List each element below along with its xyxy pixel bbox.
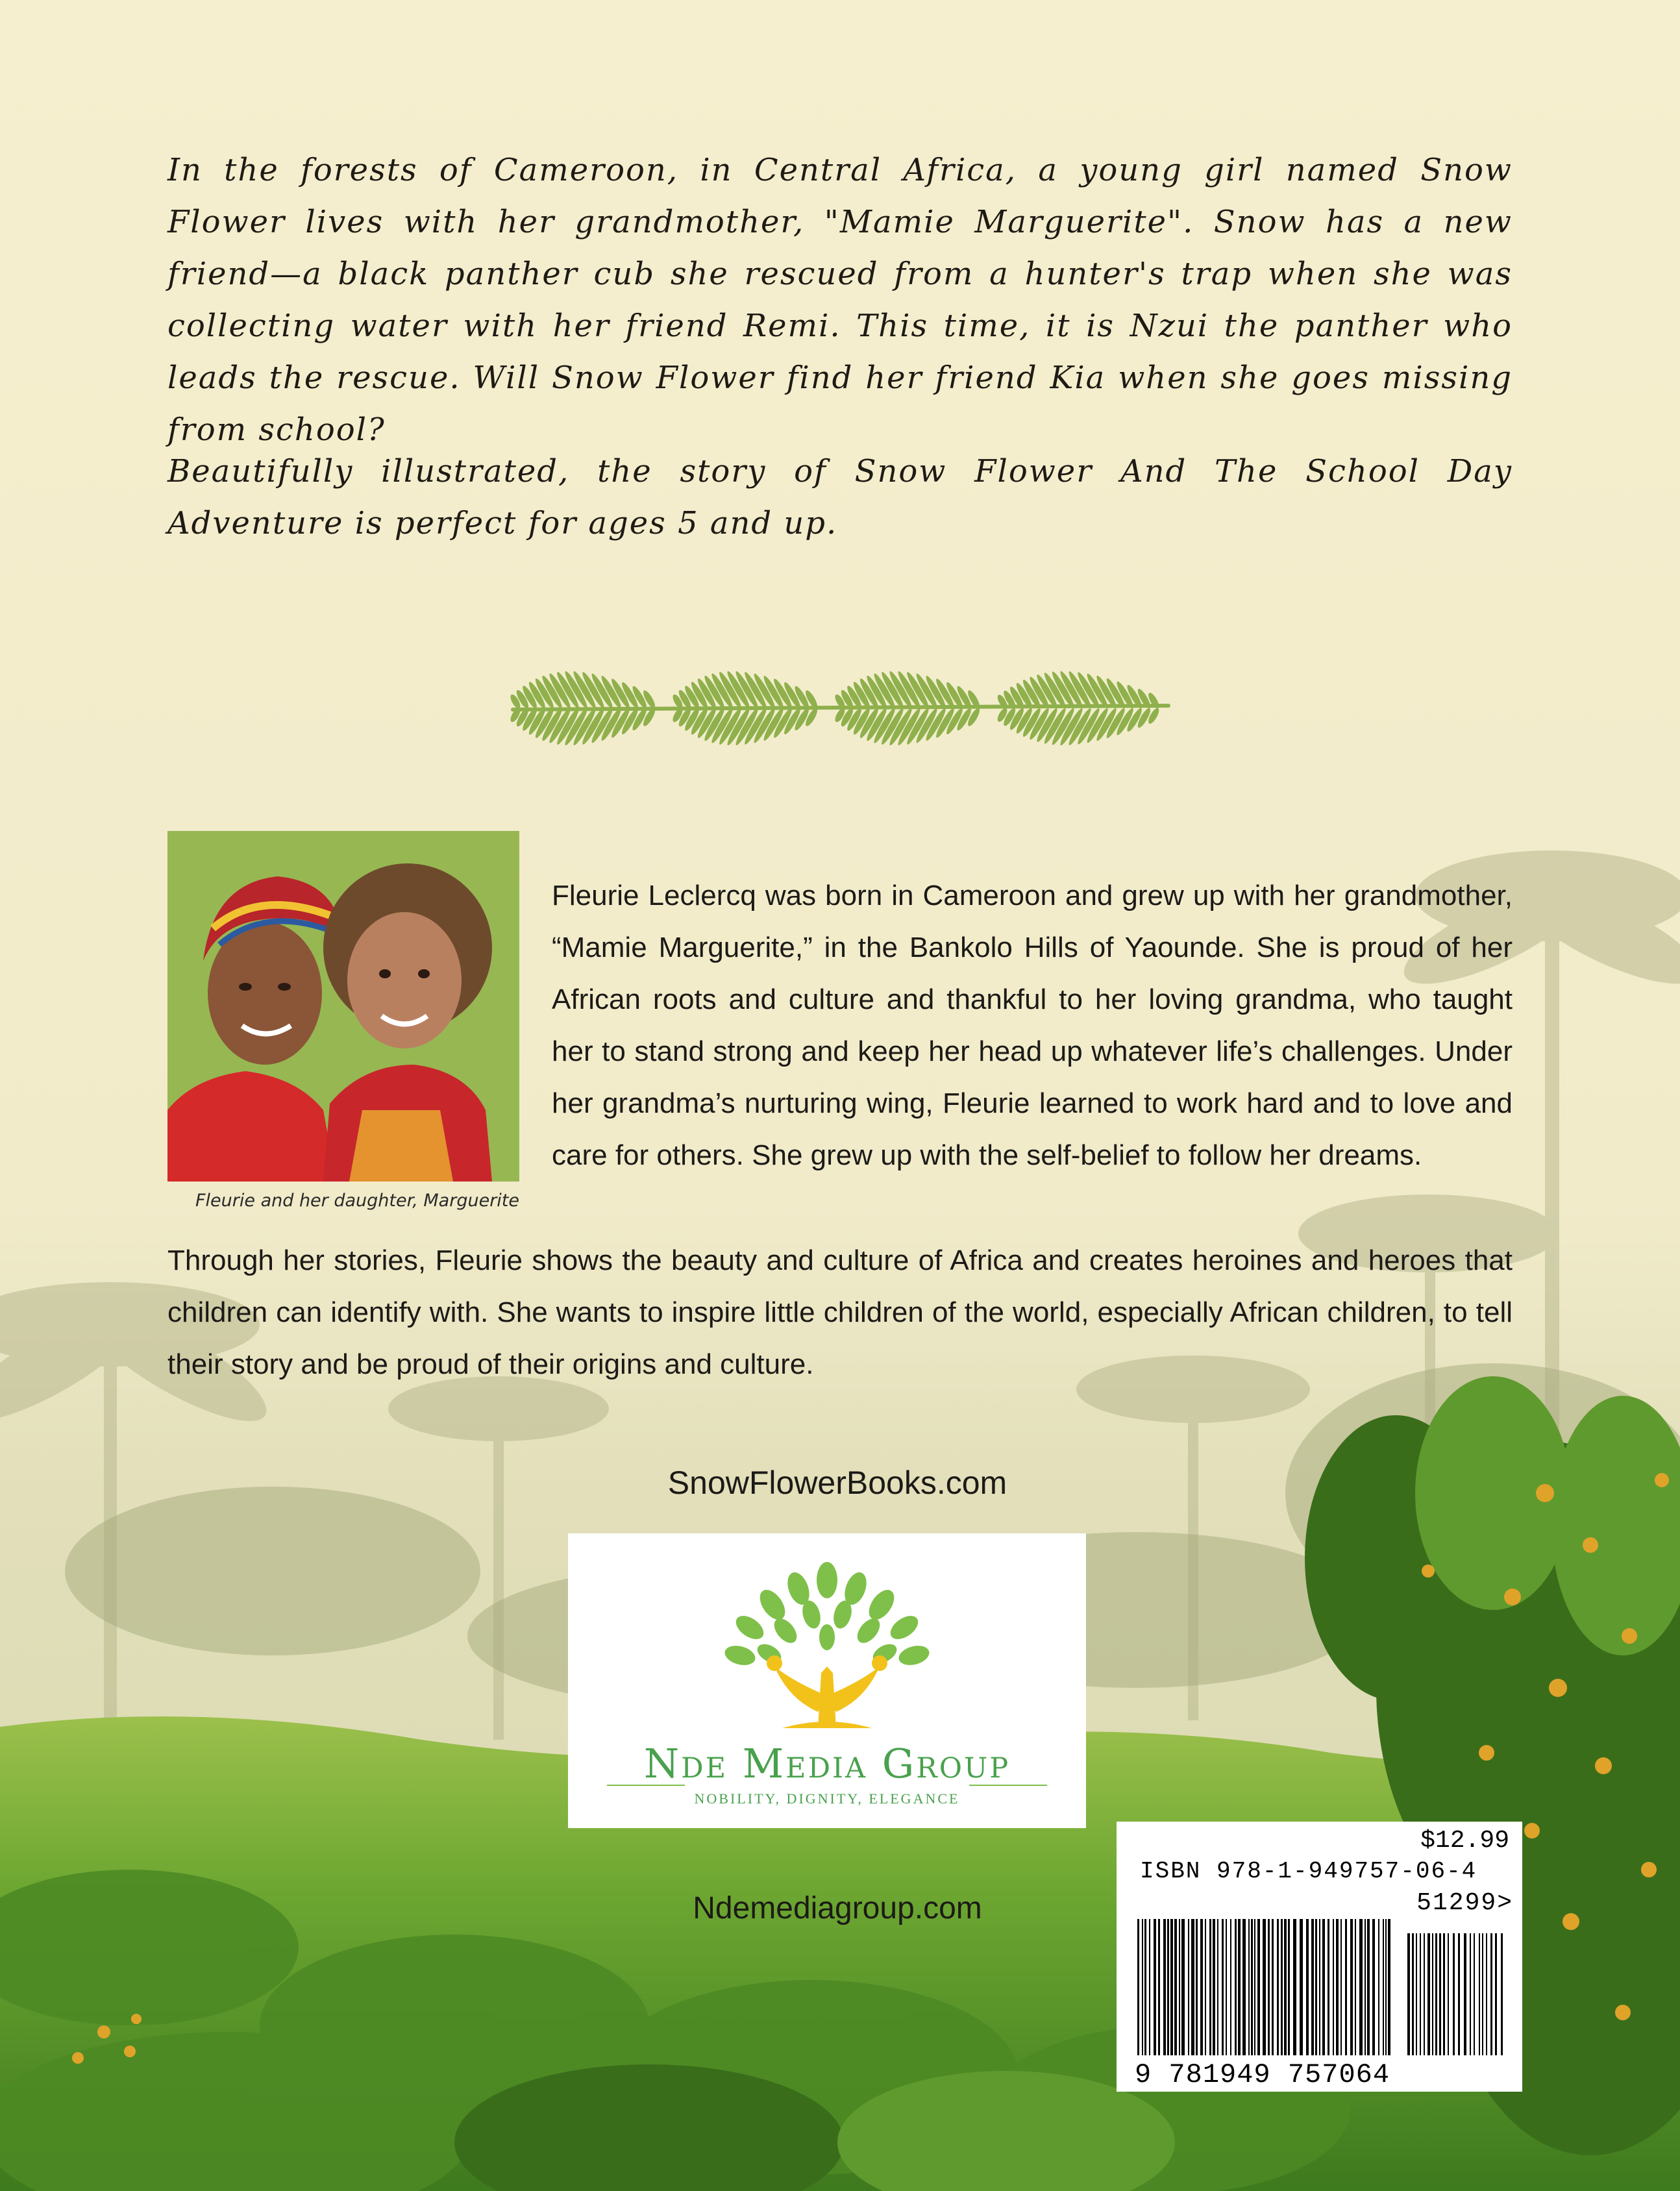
barcode-addon-bar [1443,1933,1445,2055]
author-bio-paragraph-1: Fleurie Leclercq was born in Cameroon and grew up with her grandmother, “Mamie Marguerite,” in the Bankolo Hills of Yaounde. She is proud of her African roots and culture and thankful to her loving grandma, who taught her to stand strong and keep her head up whatever life’s challenges. Under her grandma’s nurturing wing, Fleurie learned to work hard and to love and care for others. She grew up with the self-belief to follow her dreams. [552,880,1513,1171]
barcode-bar [1257,1919,1260,2055]
barcode-bar [1365,1919,1366,2055]
barcode-bar [1388,1919,1390,2055]
price-label: $12.99 [1420,1827,1509,1855]
barcode-bar [1226,1919,1227,2055]
barcode-bar [1306,1919,1309,2055]
barcode-bars [1135,1919,1506,2061]
barcode-bar [1328,1919,1329,2055]
barcode-bar [1293,1919,1296,2055]
barcode-bar [1372,1919,1375,2055]
publisher-website-link[interactable]: Ndemediagroup.com [693,1891,982,1925]
barcode-bar [1367,1919,1370,2055]
barcode-bar [1242,1919,1246,2055]
photo-caption: Fleurie and her daughter, Marguerite [195,1191,519,1211]
barcode-bar [1137,1919,1139,2055]
barcode-bar [1268,1919,1270,2055]
barcode-addon-bar [1439,1933,1441,2055]
ean-digits: 9 781949 757064 [1135,2059,1390,2090]
barcode-bar [1144,1919,1146,2055]
barcode-addon-bar [1420,1933,1421,2055]
barcode-bar [1217,1919,1218,2055]
barcode-bar [1142,1919,1143,2055]
barcode-bar [1158,1919,1160,2055]
barcode-addon-bar [1448,1933,1449,2055]
barcode-addon-bar [1486,1933,1487,2055]
barcode-bar [1238,1919,1241,2055]
barcode-addon-bar [1501,1933,1503,2055]
description-paragraph-2: Beautifully illustrated, the story of Snow Flower And The School Day Adventure is perfect for ages 5 and up. [167,453,1513,541]
barcode-addon-bar [1427,1933,1430,2055]
barcode-bar [1319,1919,1320,2055]
barcode-bar [1340,1919,1342,2055]
barcode-addon-bar [1482,1933,1483,2055]
isbn-number: ISBN 978-1-949757-06-4 [1140,1858,1477,1885]
fern-leaf-divider [506,659,1175,756]
barcode-bar [1315,1919,1317,2055]
barcode-bar [1359,1919,1363,2055]
barcode-bar [1235,1919,1237,2055]
barcode-bar [1288,1919,1290,2055]
barcode-bar [1345,1919,1347,2055]
barcode-bar [1149,1919,1150,2055]
barcode-addon-bar [1416,1933,1417,2055]
barcode-bar [1213,1919,1215,2055]
price-code: 51299> [1416,1889,1513,1917]
barcode-bar [1174,1919,1177,2055]
barcode-addon-bar [1453,1933,1455,2055]
barcode-bar [1350,1919,1353,2055]
barcode-addon-bar [1412,1933,1414,2055]
barcode-bar [1191,1919,1194,2055]
barcode-addon-bar [1470,1933,1471,2055]
barcode-bar [1378,1919,1379,2055]
barcode-bar [1281,1919,1283,2055]
barcode-bar [1167,1919,1169,2055]
barcode-addon-bar [1474,1933,1475,2055]
barcode-addon-bar [1407,1933,1410,2055]
barcode-bar [1263,1919,1266,2055]
barcode-bar [1251,1919,1253,2055]
barcode-bar [1272,1919,1274,2055]
barcode-bar [1311,1919,1314,2055]
barcode-bar [1163,1919,1166,2055]
barcode-bar [1333,1919,1334,2055]
barcode-bar [1179,1919,1180,2055]
publisher-logo [568,1533,1086,1828]
publisher-tagline: NOBILITY, DIGNITY, ELEGANCE [694,1790,960,1807]
barcode-bar [1230,1919,1231,2055]
description-paragraph-1: In the forests of Cameroon, in Central Africa, a young girl named Snow Flower lives with her grandmother, "Mamie Marguerite". Snow has a new friend—a black panther cub she rescued from a hunter's trap when she was collecting water with her friend Remi. This time, it is Nzui the panther who leads the rescue. Will Snow Flower find her friend Kia when she goes missing from school? [167,152,1513,448]
author-bio-paragraph-2: Through her stories, Fleurie shows the beauty and culture of Africa and creates heroines and heroes that children can identify with. She wants to inspire little children of the world, especially African children, to tell their story and be proud of their origins and culture. [167,1244,1513,1380]
barcode-bar [1385,1919,1387,2055]
barcode-bar [1284,1919,1287,2055]
barcode-bar [1181,1919,1185,2055]
barcode-addon-bar [1458,1933,1460,2055]
barcode-bar [1205,1919,1206,2055]
barcode-bar [1336,1919,1339,2055]
isbn-barcode [1117,1822,1522,2092]
barcode-bar [1209,1919,1211,2055]
barcode-bar [1200,1919,1203,2055]
barcode-bar [1355,1919,1356,2055]
barcode-bar [1322,1919,1325,2055]
barcode-addon-bar [1490,1933,1492,2055]
website-link[interactable]: SnowFlowerBooks.com [667,1465,1007,1501]
barcode-bar [1170,1919,1173,2055]
barcode-bar [1254,1919,1255,2055]
barcode-addon-bar [1424,1933,1425,2055]
barcode-bar [1188,1919,1189,2055]
barcode-bar [1300,1919,1303,2055]
barcode-bar [1154,1919,1156,2055]
publisher-name: Nde Media Group [643,1740,1011,1787]
barcode-bar [1196,1919,1198,2055]
barcode-bar [1383,1919,1384,2055]
author-photo [167,831,519,1182]
barcode-bar [1248,1919,1250,2055]
barcode-addon-bar [1435,1933,1437,2055]
barcode-bar [1222,1919,1224,2055]
barcode-addon-bar [1464,1933,1466,2055]
barcode-addon-bar [1479,1933,1480,2055]
barcode-addon-bar [1432,1933,1433,2055]
barcode-addon-bar [1495,1933,1497,2055]
barcode-bar [1277,1919,1279,2055]
